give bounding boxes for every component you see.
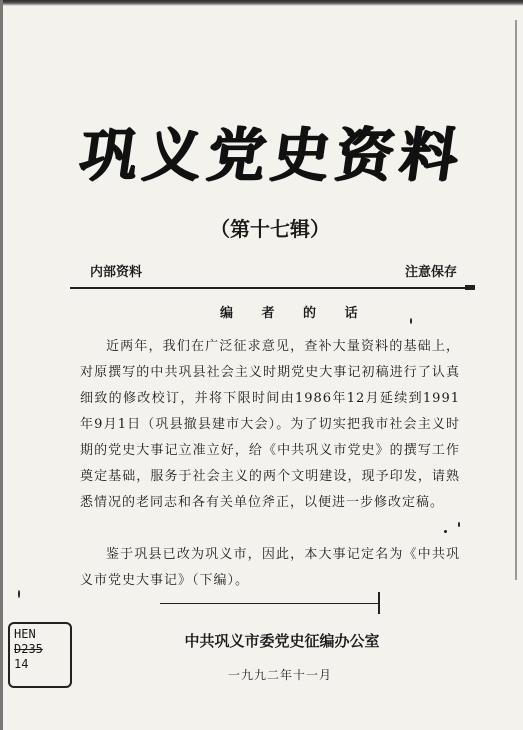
issue-number: （第十七辑） (210, 217, 330, 241)
footer-rule-end (378, 592, 380, 614)
scan-top-edge (0, 0, 523, 6)
preface-heading: 编 者 的 话 (220, 306, 370, 321)
footer-rule (160, 603, 380, 604)
stamp-line-1: HEN (14, 627, 36, 641)
scan-right-edge (515, 20, 517, 580)
preface-paragraph-1: 近两年，我们在广泛征求意见，查补大量资料的基础上，对原撰写的中共巩县社会主义时期党史大事记初稿进行了认真细致的修改校订，并将下限时间由1986年12月延续到1991年9月1日（巩县撤县建市大会）。为了切实把我市社会主义时期的党史大事记立准立好，给《中共巩义市党史》的撰写工作奠定基础，服务于社会主义的两个文明建设，现予印发，请熟悉情况的老同志和各有关单位斧正，以便进一步修改定稿。 (80, 339, 460, 510)
header-rule-end (465, 285, 475, 290)
scan-speck (410, 318, 412, 324)
document-title: 巩义党史资料 (75, 121, 469, 189)
scan-left-edge (0, 0, 3, 730)
scan-speck (458, 522, 460, 527)
header-rule (70, 287, 465, 289)
scan-speck (18, 590, 20, 598)
library-stamp (8, 622, 72, 688)
stamp-line-3: 14 (14, 657, 29, 671)
preface-paragraph-2: 鉴于巩县已改为巩义市，因此，本大事记定名为《中共巩义市党史大事记》（下编）。 (80, 547, 460, 588)
issue-date: 一九九二年十一月 (227, 668, 332, 682)
classification-keep: 注意保存 (405, 265, 458, 280)
stamp-line-2: D235 (14, 642, 43, 656)
scan-speck (444, 530, 447, 533)
classification-internal: 内部资料 (90, 265, 143, 280)
issuing-office: 中共巩义市委党史征编办公室 (184, 632, 380, 650)
